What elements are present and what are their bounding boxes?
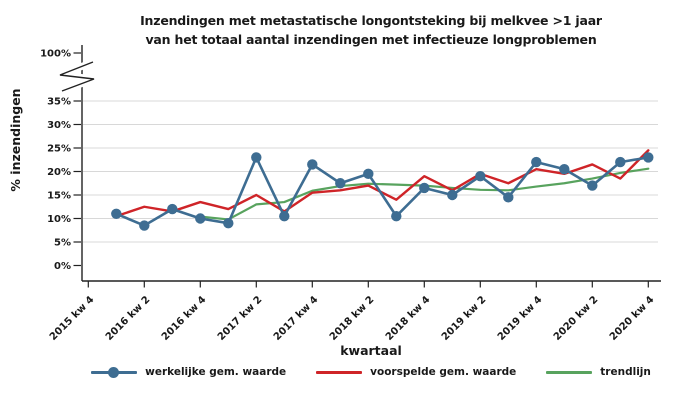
data-point bbox=[615, 157, 625, 167]
data-point bbox=[559, 164, 569, 174]
data-point bbox=[419, 183, 429, 193]
legend-label-trendlijn: trendlijn bbox=[600, 366, 651, 378]
y-tick-label: 5% bbox=[54, 237, 71, 249]
legend-line-icon-wrap bbox=[316, 366, 362, 378]
data-point bbox=[391, 211, 401, 221]
x-tick-label: 2020 kw 4 bbox=[607, 294, 657, 343]
x-axis-title: kwartaal bbox=[340, 343, 402, 358]
data-point bbox=[503, 192, 513, 202]
data-point bbox=[335, 178, 345, 188]
data-point bbox=[587, 180, 597, 190]
y-axis-label: % inzendingen bbox=[8, 88, 23, 192]
chart-subtitle: van het totaal aantal inzendingen met infectieuze longproblemen bbox=[145, 32, 597, 47]
data-point bbox=[475, 171, 485, 181]
x-tick-label: 2018 kw 4 bbox=[383, 294, 433, 343]
legend-line-with-dot-icon bbox=[91, 366, 137, 378]
legend-line-icon-wrap bbox=[546, 366, 592, 378]
y-tick-label: 0% bbox=[54, 261, 71, 272]
data-point bbox=[307, 159, 317, 169]
legend-label-werkelijke: werkelijke gem. waarde bbox=[145, 366, 287, 378]
data-point bbox=[195, 213, 205, 223]
data-point bbox=[279, 211, 289, 221]
y-tick-label: 30% bbox=[47, 120, 71, 131]
data-point bbox=[251, 152, 261, 162]
legend-item-werkelijke bbox=[91, 366, 286, 378]
data-point bbox=[139, 220, 149, 230]
x-tick-label: 2016 kw 4 bbox=[159, 294, 209, 343]
legend-line-icon bbox=[546, 371, 592, 374]
y-tick-label: 35% bbox=[47, 96, 71, 108]
data-point bbox=[111, 209, 121, 219]
data-point bbox=[363, 169, 373, 179]
x-tick-label: 2020 kw 2 bbox=[551, 294, 601, 343]
y-tick-label: 15% bbox=[47, 190, 71, 202]
legend bbox=[82, 362, 660, 382]
legend-item-voorspelde bbox=[316, 366, 516, 378]
x-tick-label: 2015 kw 4 bbox=[47, 294, 97, 343]
x-tick-label: 2017 kw 2 bbox=[215, 294, 265, 343]
y-tick-label: 10% bbox=[47, 214, 71, 225]
data-point bbox=[167, 204, 177, 214]
legend-line-icon bbox=[316, 371, 362, 374]
data-point bbox=[447, 190, 457, 200]
x-tick-label: 2019 kw 4 bbox=[495, 294, 545, 343]
data-point bbox=[531, 157, 541, 167]
x-tick-label: 2018 kw 2 bbox=[327, 294, 377, 343]
x-tick-label: 2017 kw 4 bbox=[271, 294, 321, 343]
legend-item-trendlijn bbox=[546, 366, 651, 378]
y-tick-label: 20% bbox=[47, 167, 71, 178]
x-tick-label: 2019 kw 2 bbox=[439, 294, 489, 343]
legend-label-voorspelde: voorspelde gem. waarde bbox=[370, 366, 517, 378]
data-point bbox=[643, 152, 653, 162]
chart-title: Inzendingen met metastatische longontsteking bij melkvee >1 jaar bbox=[140, 13, 602, 28]
legend-dot-icon bbox=[108, 367, 119, 378]
y-tick-label: 100% bbox=[40, 48, 71, 60]
data-point bbox=[223, 218, 233, 228]
y-tick-label: 25% bbox=[47, 143, 71, 155]
x-tick-label: 2016 kw 2 bbox=[103, 294, 153, 343]
